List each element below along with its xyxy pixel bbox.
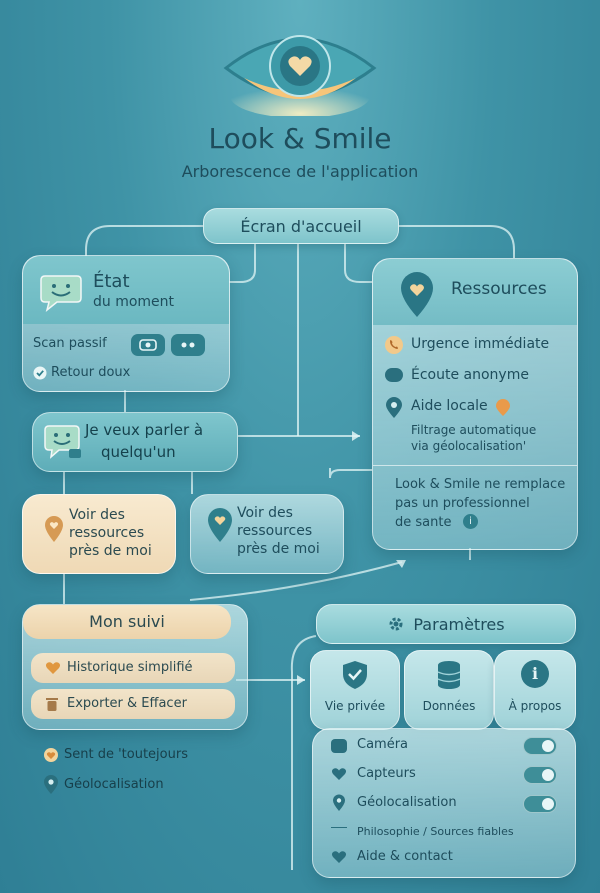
nearby-line1: Voir des bbox=[237, 505, 293, 521]
link-help[interactable]: Aide & contact bbox=[357, 849, 453, 864]
camera-icon bbox=[331, 739, 347, 753]
toggle-geo-label: Géolocalisation bbox=[357, 795, 457, 810]
talk-line2: quelqu'un bbox=[101, 443, 176, 461]
app-title: Look & Smile bbox=[208, 122, 392, 155]
nearby-warm-line1: Voir des bbox=[69, 507, 125, 523]
heart-icon bbox=[44, 748, 58, 762]
tile-data-label: Données bbox=[422, 699, 476, 713]
shield-icon bbox=[341, 659, 369, 691]
settings-header[interactable] bbox=[316, 604, 576, 644]
resources-divider bbox=[373, 465, 577, 466]
check-icon bbox=[33, 366, 47, 380]
talk-line1: Je veux parler à bbox=[85, 421, 204, 439]
settings-title: Paramètres bbox=[413, 614, 505, 634]
export-row[interactable] bbox=[31, 689, 235, 719]
geo-toggle[interactable] bbox=[523, 795, 557, 813]
dots-icon bbox=[171, 334, 205, 356]
nearby-resources-card[interactable] bbox=[190, 494, 344, 574]
scan-options-button[interactable] bbox=[171, 334, 205, 356]
smile-chat-icon bbox=[43, 423, 83, 461]
resource-item-2[interactable]: Aide locale bbox=[411, 398, 488, 414]
location-orange-icon bbox=[495, 399, 511, 417]
nearby-line2: ressources bbox=[237, 523, 313, 539]
gear-icon bbox=[387, 615, 405, 633]
location-heart-icon bbox=[43, 515, 65, 543]
scan-passive-label: Scan passif bbox=[33, 336, 107, 351]
sensors-toggle[interactable] bbox=[523, 766, 557, 784]
nearby-warm-line2: ressources bbox=[69, 525, 145, 541]
toggle-sensors-label: Capteurs bbox=[357, 766, 416, 781]
nearby-line3: près de moi bbox=[237, 541, 320, 557]
resources-filter-line2: via géolocalisation' bbox=[411, 439, 527, 453]
tile-about-label: À propos bbox=[508, 699, 562, 713]
resources-title: Ressources bbox=[451, 279, 547, 299]
disclaimer-line2: pas un professionnel bbox=[395, 496, 530, 511]
tile-data[interactable] bbox=[404, 650, 494, 730]
resource-item-0[interactable]: Urgence immédiate bbox=[411, 336, 550, 352]
tile-privacy-label: Vie privée bbox=[324, 699, 386, 713]
info-icon[interactable]: i bbox=[463, 514, 478, 529]
tracking-title: Mon suivi bbox=[89, 612, 165, 631]
app-subtitle: Arborescence de l'application bbox=[181, 162, 419, 181]
book-icon bbox=[331, 827, 347, 828]
nearby-resources-card-warm[interactable] bbox=[22, 494, 176, 574]
eye-logo-icon bbox=[222, 16, 378, 116]
mood-subtitle: du moment bbox=[93, 294, 175, 310]
home-screen-label: Écran d'accueil bbox=[240, 216, 362, 236]
tracking-extra2: Géolocalisation bbox=[64, 777, 164, 792]
tracking-card[interactable] bbox=[22, 604, 248, 730]
location-icon bbox=[332, 794, 346, 812]
heart-icon bbox=[331, 767, 347, 781]
location-icon bbox=[385, 397, 403, 419]
toggle-camera-label: Caméra bbox=[357, 737, 409, 752]
tile-privacy[interactable] bbox=[310, 650, 400, 730]
heart-icon bbox=[331, 850, 347, 864]
phone-icon bbox=[385, 336, 403, 354]
location-heart-icon bbox=[205, 507, 235, 543]
feedback-label: Retour doux bbox=[51, 365, 131, 380]
scan-camera-button[interactable] bbox=[131, 334, 165, 356]
camera-icon bbox=[131, 334, 165, 356]
database-icon bbox=[435, 659, 463, 691]
camera-toggle[interactable] bbox=[523, 737, 557, 755]
settings-list-card bbox=[312, 728, 576, 878]
export-label: Exporter & Effacer bbox=[67, 696, 187, 711]
history-label: Historique simplifié bbox=[67, 660, 193, 675]
disclaimer-line1: Look & Smile ne remplace bbox=[395, 477, 566, 492]
disclaimer-line3: de sante bbox=[395, 515, 452, 530]
heart-icon bbox=[45, 661, 61, 675]
info-icon: i bbox=[521, 660, 549, 688]
trash-icon bbox=[45, 696, 59, 712]
home-screen-node[interactable] bbox=[203, 208, 399, 244]
talk-card[interactable] bbox=[32, 412, 238, 472]
smile-chat-icon bbox=[39, 272, 83, 312]
location-icon bbox=[43, 775, 59, 795]
resources-card[interactable] bbox=[372, 258, 578, 550]
resource-item-1[interactable]: Écoute anonyme bbox=[411, 367, 529, 383]
speech-bubble-icon bbox=[385, 368, 403, 382]
tracking-extra1: Sent de 'toutejours bbox=[64, 747, 188, 762]
mood-title: État bbox=[93, 271, 130, 292]
history-row[interactable] bbox=[31, 653, 235, 683]
mood-card[interactable] bbox=[22, 255, 230, 392]
nearby-warm-line3: près de moi bbox=[69, 543, 152, 559]
link-philosophy[interactable]: Philosophie / Sources fiables bbox=[357, 825, 514, 838]
tile-about[interactable] bbox=[494, 650, 576, 730]
resources-filter-line1: Filtrage automatique bbox=[411, 423, 537, 437]
location-heart-icon bbox=[397, 271, 437, 319]
